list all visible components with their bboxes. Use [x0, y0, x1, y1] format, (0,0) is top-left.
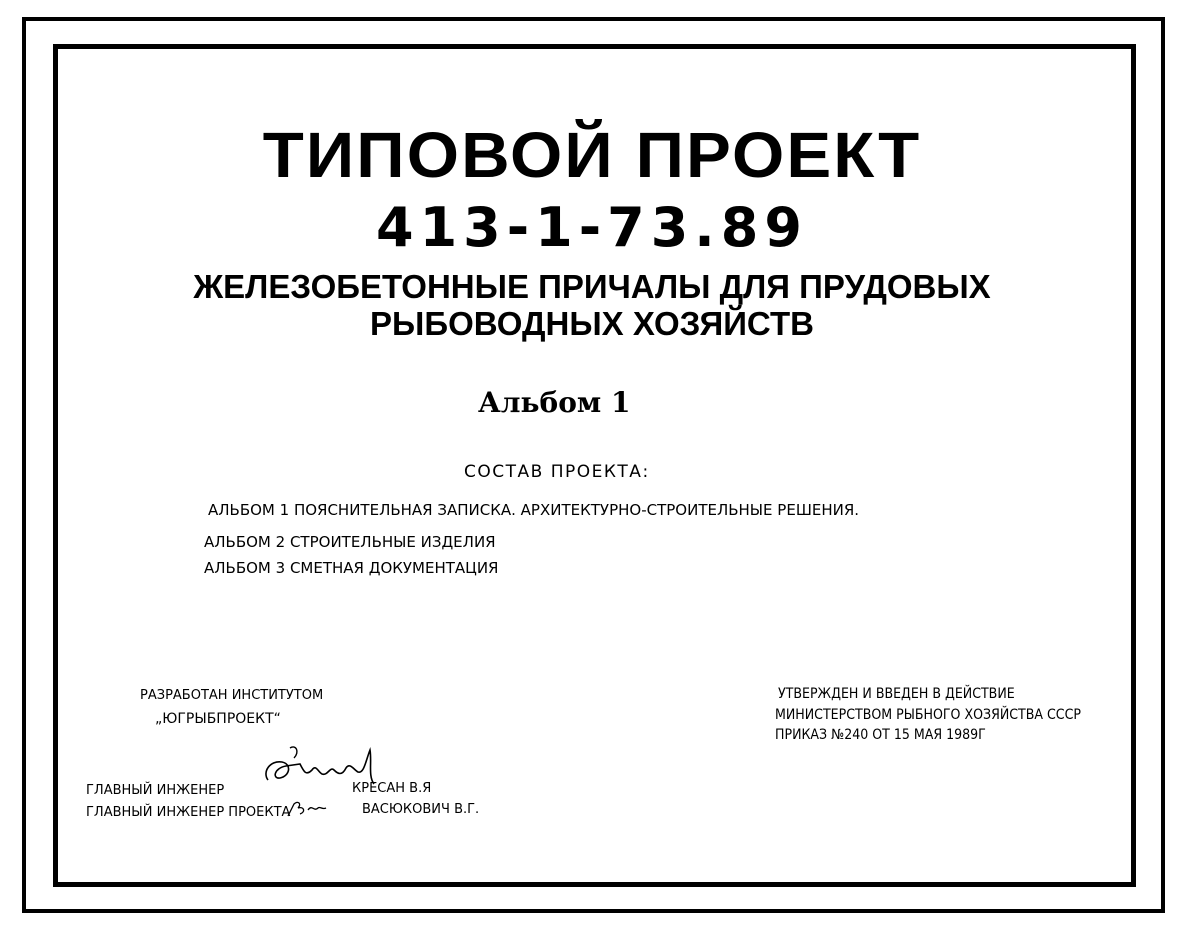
developed-by-institute: „ЮГРЫБПРОЕКТ“ — [155, 711, 281, 727]
approval-line-2: МИНИСТЕРСТВОМ РЫБНОГО ХОЗЯЙСТВА СССР — [775, 707, 1081, 723]
composition-heading: СОСТАВ ПРОЕКТА: — [464, 462, 650, 482]
chief-project-engineer-signature — [284, 796, 334, 820]
chief-project-engineer-label: ГЛАВНЫЙ ИНЖЕНЕР ПРОЕКТА — [86, 805, 291, 820]
project-number: 413-1-73.89 — [376, 196, 808, 259]
album-list-item-3: АЛЬБОМ 3 СМЕТНАЯ ДОКУМЕНТАЦИЯ — [204, 559, 499, 577]
album-list-item-2: АЛЬБОМ 2 СТРОИТЕЛЬНЫЕ ИЗДЕЛИЯ — [204, 533, 496, 551]
chief-engineer-label: ГЛАВНЫЙ ИНЖЕНЕР — [86, 783, 225, 798]
album-list-item-1: АЛЬБОМ 1 ПОЯСНИТЕЛЬНАЯ ЗАПИСКА. АРХИТЕКТУРНО-СТРОИТЕЛЬНЫЕ РЕШЕНИЯ. — [208, 501, 860, 519]
approval-line-3: ПРИКАЗ №240 ОТ 15 МАЯ 1989Г — [775, 727, 986, 743]
chief-engineer-signature — [260, 742, 390, 792]
subtitle-line-2: РЫБОВОДНЫХ ХОЗЯЙСТВ — [370, 305, 814, 342]
document-title: ТИПОВОЙ ПРОЕКТ — [262, 119, 922, 191]
chief-project-engineer-name: ВАСЮКОВИЧ В.Г. — [362, 802, 480, 817]
approval-line-1: УТВЕРЖДЕН И ВВЕДЕН В ДЕЙСТВИЕ — [778, 686, 1015, 702]
developed-by-label: РАЗРАБОТАН ИНСТИТУТОМ — [140, 688, 324, 703]
subtitle-line-1: ЖЕЛЕЗОБЕТОННЫЕ ПРИЧАЛЫ ДЛЯ ПРУДОВЫХ — [193, 268, 991, 305]
chief-engineer-name: КРЕСАН В.Я — [352, 781, 432, 796]
album-label: Альбом 1 — [478, 386, 631, 419]
